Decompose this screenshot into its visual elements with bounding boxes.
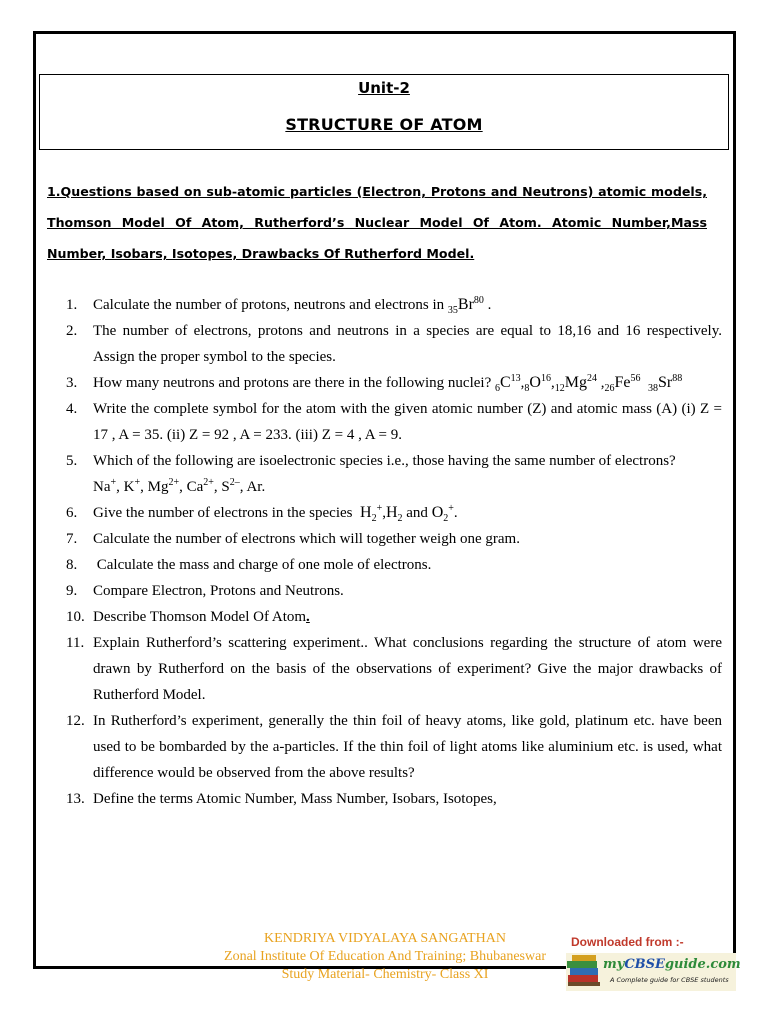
question-item [66, 448, 722, 500]
logo-tagline: A Complete guide for CBSE students [610, 976, 729, 984]
question-item [66, 370, 722, 396]
question-text: Which of the following are isoelectronic species i.e., those having the same number of electrons? Na+, K+, $Mg^{2+}$, $Ca^{2+}$, $S^{2-}$, Ar. [93, 453, 676, 495]
question-item [66, 708, 722, 786]
question-text: Compare Electron, Protons and Neutrons. [93, 583, 344, 599]
question-item [66, 526, 722, 552]
question-number: 4. [66, 401, 78, 417]
question-text: Calculate the mass and charge of one mole of electrons. [93, 557, 432, 573]
question-text: Write the complete symbol for the atom with the given atomic number (Z) and atomic mass (A) (i) Z = 17 , A = 35. (ii) Z = 92 , A = 233. (iii) Z = 4 , A = 9. [93, 401, 722, 443]
question-text: The number of electrons, protons and neutrons in a species are equal to 18,16 and 16 respectively. Assign the proper symbol to the species. [93, 323, 722, 365]
question-text: Define the terms Atomic Number, Mass Number, Isobars, Isotopes, [93, 791, 497, 807]
question-text: In Rutherford’s experiment, generally the thin foil of heavy atoms, like gold, platinum etc. have been used to be bombarded by the a-particles. If the thin foil of light atoms like aluminium etc. is used, what difference would be observed from the above results? [93, 713, 722, 781]
question-text: Describe Thomson Model Of Atom. [93, 609, 310, 625]
question-text: Calculate the number of electrons which will together weigh one gram. [93, 531, 520, 547]
question-number: 2. [66, 323, 78, 339]
question-text: How many neutrons and protons are there in the following nuclei? $_6C^{13},_8O^{16},_{12}Mg^{24}$ $,_{26}Fe^{56}$ $_{38}Sr^{88}$ [93, 373, 683, 394]
question-text: Calculate the number of protons, neutrons and electrons in $_{35}Br^{80}$ . [93, 295, 492, 316]
mycbseguide-logo[interactable] [566, 951, 741, 991]
logo-text-cbse: CBSE [624, 957, 665, 972]
question-item [66, 630, 722, 708]
question-number: 13. [66, 791, 85, 807]
section-heading: 1.Questions based on sub-atomic particles (Electron, Protons and Neutrons) atomic models, Thomson Model Of Atom, Rutherford’s Nuclear Model Of Atom. Atomic Number,Mass Number, Isobars, Isotopes, Drawbacks Of Rutherford Model. [47, 184, 707, 261]
question-number: 7. [66, 531, 78, 547]
question-number: 9. [66, 583, 78, 599]
question-text: Explain Rutherford’s scattering experiment.. What conclusions regarding the structure of atom were drawn by Rutherford on the basis of the observations of experiment? Give the major drawbacks of Rutherford Model. [93, 635, 722, 703]
footer-line-3: Study Material- Chemistry- Class XI [281, 967, 489, 982]
chapter-title: STRUCTURE OF ATOM [285, 115, 483, 134]
logo-text-my: my [603, 957, 625, 972]
question-number: 1. [66, 297, 78, 313]
question-number: 8. [66, 557, 78, 573]
footer [195, 930, 575, 984]
title-box [39, 74, 729, 150]
question-item [66, 786, 722, 812]
question-number: 6. [66, 505, 78, 521]
question-text: Give the number of electrons in the species $H_2^+,H_2$ and $O_2^+$. [93, 503, 458, 524]
question-number: 3. [66, 375, 78, 391]
footer-line-2: Zonal Institute Of Education And Training; Bhubaneswar [224, 949, 546, 964]
unit-title: Unit-2 [358, 79, 410, 97]
downloaded-from-label: Downloaded from :- [571, 935, 684, 949]
question-number: 12. [66, 713, 85, 729]
question-number: 5. [66, 453, 78, 469]
question-item [66, 292, 722, 318]
question-item [66, 578, 722, 604]
question-item [66, 396, 722, 448]
footer-line-1: KENDRIYA VIDYALAYA SANGATHAN [264, 931, 506, 946]
question-number: 10. [66, 609, 85, 625]
question-item [66, 552, 722, 578]
question-number: 11. [66, 635, 85, 651]
question-item [66, 500, 722, 526]
question-item [66, 604, 722, 630]
logo-text-guide: guide.com [664, 957, 741, 972]
question-item [66, 318, 722, 370]
question-list [66, 292, 722, 812]
